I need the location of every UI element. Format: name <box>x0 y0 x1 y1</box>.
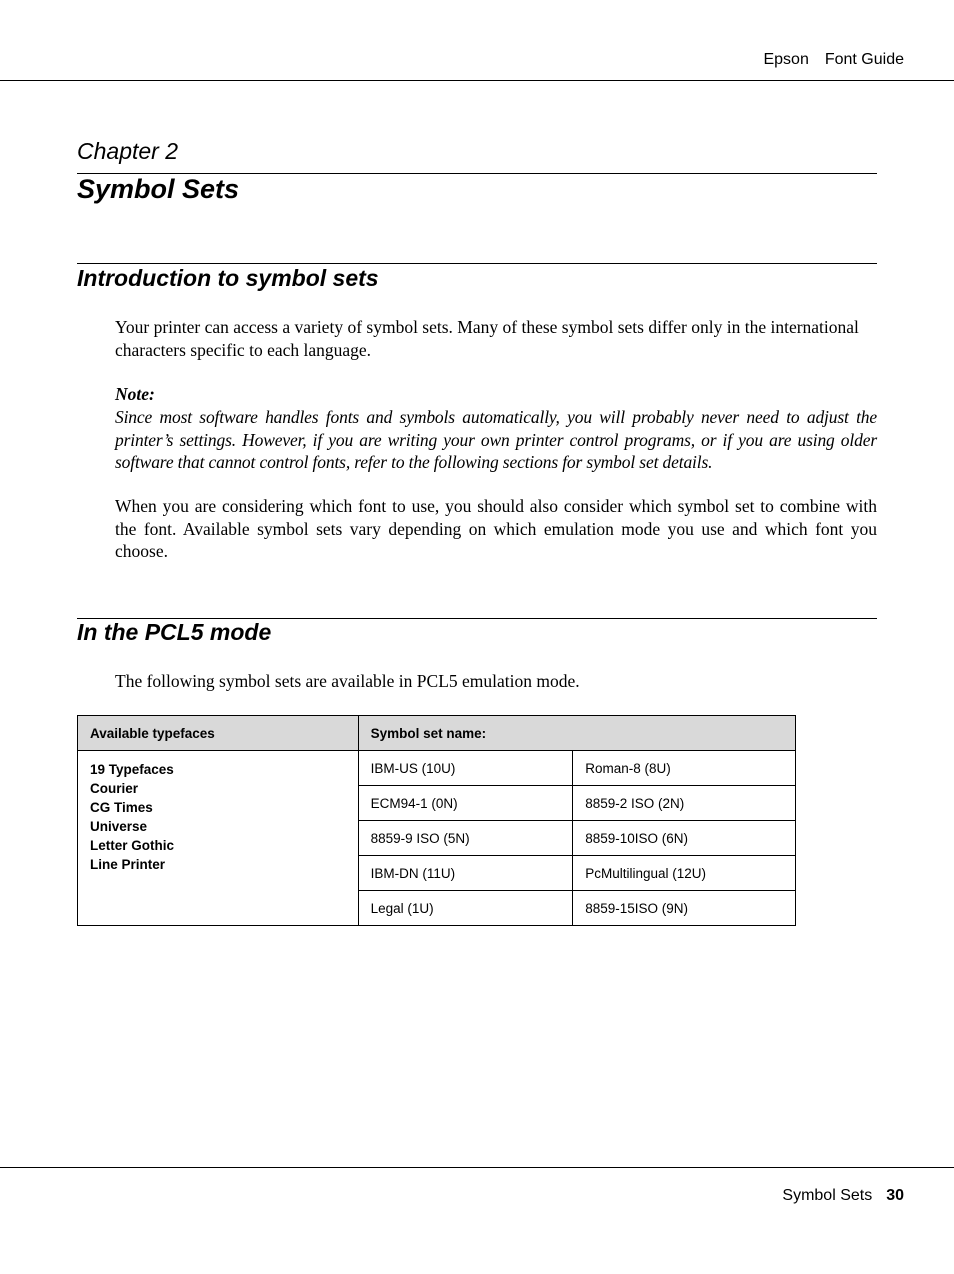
table-cell: PcMultilingual (12U) <box>573 856 796 891</box>
symbol-set-table <box>77 715 796 926</box>
header-brand: Epson <box>763 51 809 68</box>
header-doc-title: Font Guide <box>824 51 904 68</box>
chapter-label: Chapter 2 <box>77 138 179 164</box>
typeface-item: Courier <box>90 781 139 796</box>
typeface-item: CG Times <box>90 800 153 815</box>
pcl5-paragraph: The following symbol sets are available in PCL5 emulation mode. <box>115 671 580 691</box>
table-row <box>78 751 796 786</box>
table-cell: IBM-DN (11U) <box>358 856 573 891</box>
footer-text <box>782 1187 904 1205</box>
typeface-item: Universe <box>90 819 148 834</box>
page-number: 30 <box>886 1187 904 1204</box>
header-cell-typefaces: Available typefaces <box>78 716 359 751</box>
table-cell: 8859-2 ISO (2N) <box>573 786 796 821</box>
intro-paragraph-1: Your printer can access a variety of symbol sets. Many of these symbol sets differ only in the international characters specific to each language. <box>115 317 859 360</box>
typeface-item: 19 Typefaces <box>90 762 174 777</box>
footer-section: Symbol Sets <box>782 1187 873 1204</box>
table-cell: ECM94-1 (0N) <box>358 786 573 821</box>
table-header-row <box>78 716 796 751</box>
table-cell: 8859-15ISO (9N) <box>573 891 796 926</box>
intro-rule <box>77 263 877 264</box>
typeface-item: Line Printer <box>90 857 166 872</box>
note-text: Since most software handles fonts and symbols automatically, you will probably never need to adjust the printer’s settings. However, if you are writing your own printer control programs, or if you are using older software that cannot control fonts, refer to the following sections for symbol set details. <box>115 407 877 472</box>
typefaces-cell <box>78 751 359 926</box>
intro-heading: Introduction to symbol sets <box>77 265 379 291</box>
typeface-item: Letter Gothic <box>90 838 175 853</box>
header-text <box>763 51 904 69</box>
pcl5-heading: In the PCL5 mode <box>77 619 272 645</box>
chapter-title: Symbol Sets <box>77 174 240 204</box>
table-cell: 8859-10ISO (6N) <box>573 821 796 856</box>
page-footer <box>0 1167 954 1168</box>
table-cell: IBM-US (10U) <box>358 751 573 786</box>
intro-paragraph-2: When you are considering which font to use, you should also consider which symbol set to combine with the font. Available symbol sets vary depending on which emulation mode you use and which font you choose. <box>115 496 877 561</box>
page-header <box>0 0 954 81</box>
table-cell: 8859-9 ISO (5N) <box>358 821 573 856</box>
note-label: Note: <box>115 384 155 404</box>
table-cell: Roman-8 (8U) <box>573 751 796 786</box>
header-cell-symbol-sets: Symbol set name: <box>358 716 795 751</box>
table-cell: Legal (1U) <box>358 891 573 926</box>
